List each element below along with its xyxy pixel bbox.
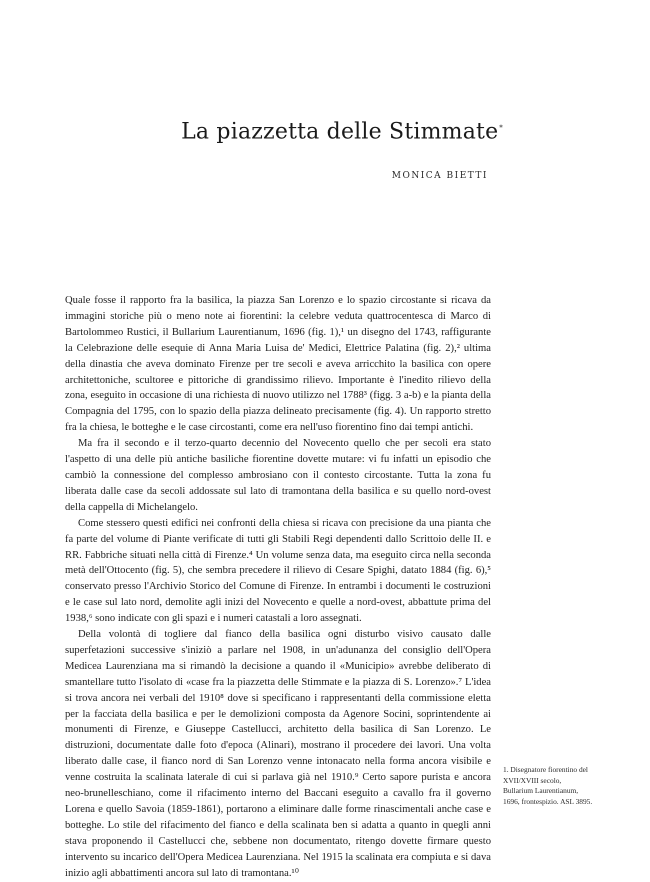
author-name: MONICA BIETTI xyxy=(391,171,488,181)
body-paragraph-2: Ma fra il secondo e il terzo-quarto decennio del Novecento quello che per secoli era stato l'aspetto di una delle più antiche basiliche fiorentine dovette mutare: vi fu infatti un episodio che cambiò la connessione del complesso ambrosiano con il contesto circostante. Tutta la zona fu liberata dalle case da secoli addossate sul lato di tramontana della basilica e su quello nord-ovest della cappella di Michelangelo. xyxy=(65,438,491,513)
figure-caption: 1. Disegnatore fiorentino del XVII/XVIII secolo, Bullarium Laurentianum, 1696, frontespizio. ASL 3895. xyxy=(503,765,593,806)
article-body xyxy=(65,293,491,882)
article-title xyxy=(0,114,503,146)
article-title-text: La piazzetta delle Stimmate xyxy=(181,119,499,145)
body-paragraph-3: Come stessero questi edifici nei confronti della chiesa si ricava con precisione da una pianta che fa parte del volume di Piante verificate di tutti gli Stabili Regi dependenti dallo Scrittoio delle II. e RR. Fabbriche situati nella città di Firenze.⁴ Un volume senza data, ma eseguito circa nella seconda metà dell'Ottocento (fig. 5), che sembra precedere il rilievo di Cesare Spighi, datato 1884 (fig. 6),⁵ conservato presso l'Archivio Storico del Comune di Firenze. In entrambi i documenti le costruzioni e le case sul lato nord, demolite agli inizi del Novecento e quelle a nord-ovest, abbattute prima del 1938,⁶ sono indicate con gli spazi e i numeri catastali a loro assegnati. xyxy=(65,517,491,625)
body-paragraph-4: Della volontà di togliere dal fianco della basilica ogni disturbo visivo causato dalle superfetazioni successive s'iniziò a parlare nel 1908, in un'adunanza del consiglio dell'Opera Medicea Laurenziana ma si rimandò la decisione a quando il «Municipio» avrebbe deliberato di smantellare tutto l'isolato di «case fra la piazzetta delle Stimmate e la piazza di S. Lorenzo».⁷ L'idea si trova ancora nei verbali del 1910⁸ dove si specificano i rappresentanti della commissione eletta per la facciata della basilica e per le demolizioni composta da Agenore Socini, soprintendente ai monumenti di Firenze, e Giuseppe Castellucci, architetto della basilica di San Lorenzo. Le distruzioni, documentate dalle foto d'epoca (Alinari), mostrano il procedere dei lavori. Una volta liberato dalle case, il fianco nord di San Lorenzo venne intonacato nella forma ancora visibile e venne costruita la scalinata laterale di cui si parlava già nel 1910.⁹ Certo sapore purista e ancora neo-brunelleschiano, come il rifacimento interno del Baccani eseguito a cavallo fra il governo Lorena e quello Savoia (1859-1861), portarono a eliminare dalle forme rinascimentali anche case e botteghe. Lo stile del rifacimento del fianco e della scalinata ben si adatta a quanto in quegli anni stava proponendo il Castellucci che, sebbene non documentato, ritengo dovette firmare questo intervento su incarico dell'Opera Medicea Laurenziana. Nel 1915 la scalinata era compiuta e si dava inizio agli abbattimenti ancora sul lato di tramontana.¹⁰ xyxy=(65,629,491,879)
body-paragraph-1: Quale fosse il rapporto fra la basilica, la piazza San Lorenzo e lo spazio circostante si ricava da immagini storiche più o meno note ai fiorentini: la celebre veduta quattrocentesca di Marco di Bartolommeo Rustici, il Bullarium Laurentianum, 1696 (fig. 1),¹ un disegno del 1743, raffigurante la Celebrazione delle esequie di Anna Maria Luisa de' Medici, Elettrice Palatina (fig. 2),² ultima della dinastia che aveva dominato Firenze per tre secoli e aveva arricchito la basilica con opere architettoniche, scultoree e pittoriche di grandissimo rilievo. Importante è l'inedito rilievo della zona, eseguito in occasione di una richiesta di nuovo utilizzo nel 1788³ (figg. 3 a-b) e la pianta della Compagnia del 1795, con lo spazio della piazza delineato precisamente (fig. 4). Un rapporto stretto fra la chiesa, le botteghe e le case circostanti, come era nell'uso fiorentino fino dai tempi antichi. xyxy=(65,295,491,434)
title-footnote-marker: * xyxy=(499,124,503,132)
